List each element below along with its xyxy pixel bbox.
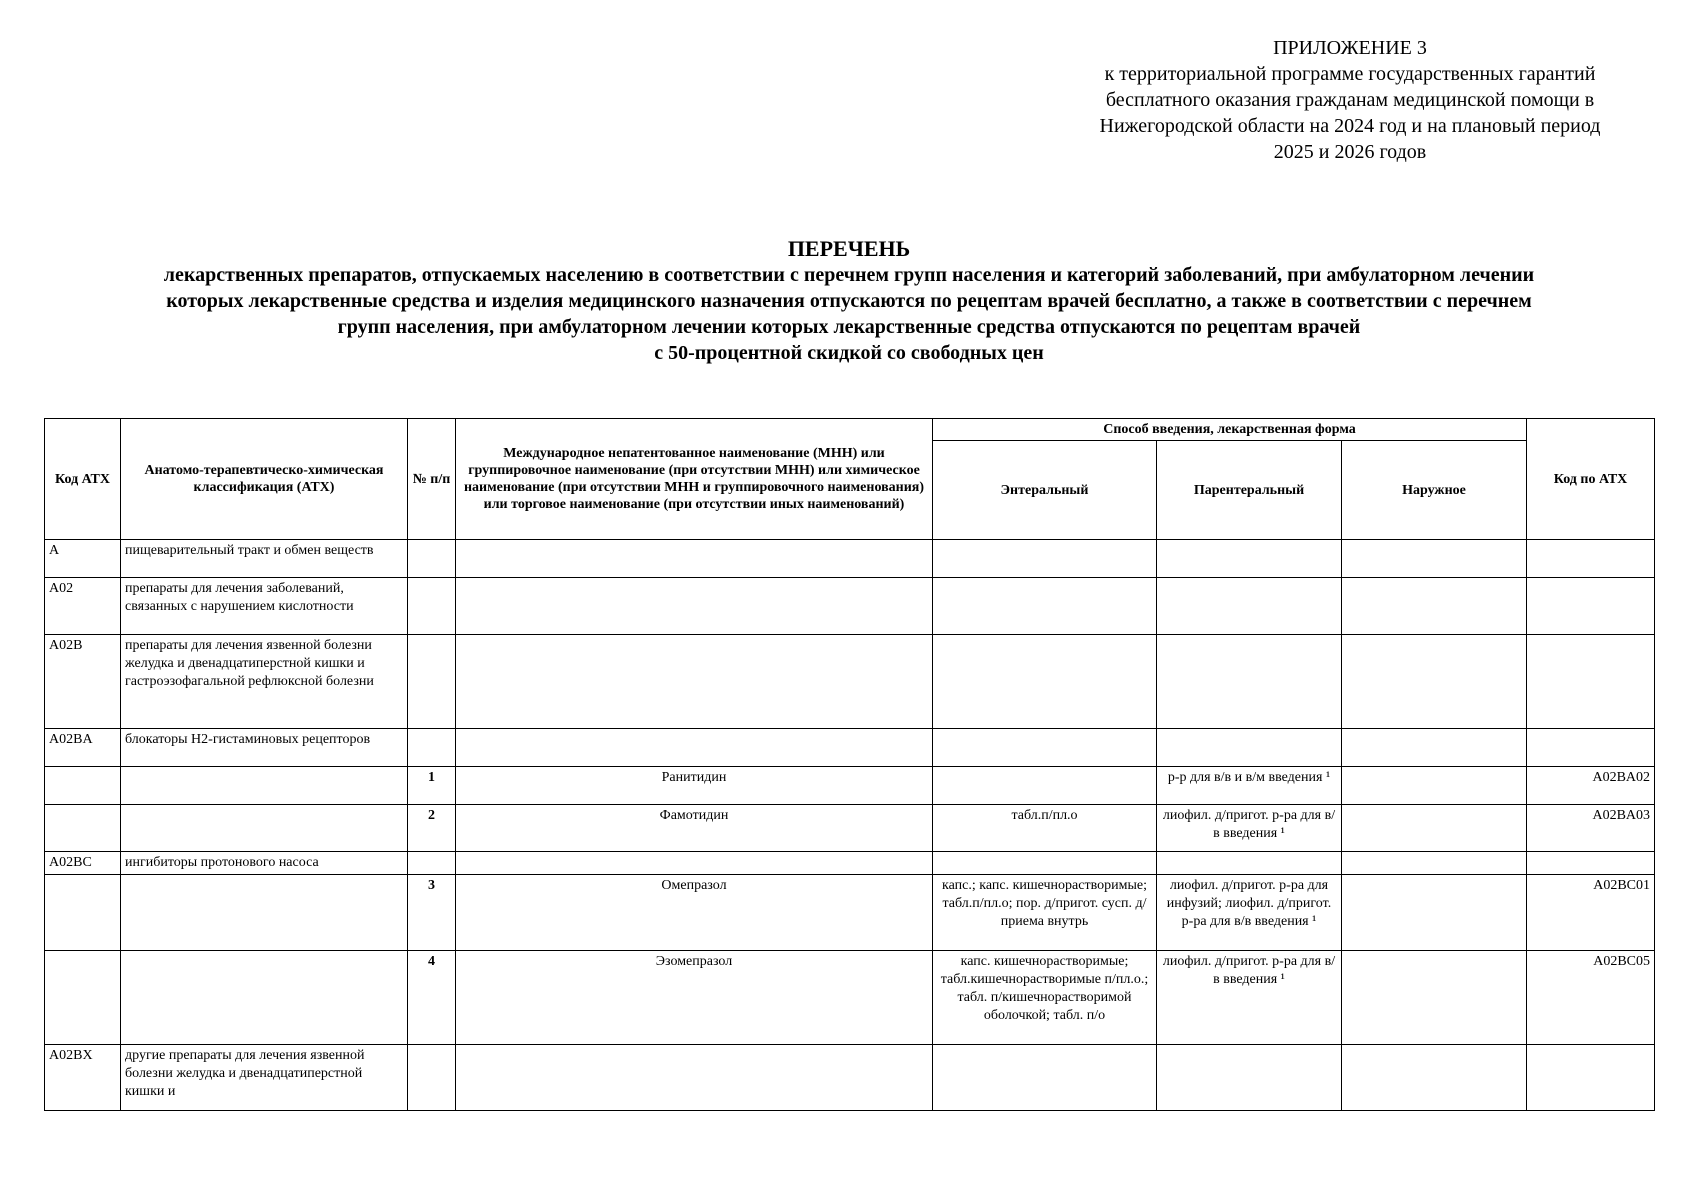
header-code-atx: Код АТХ — [45, 419, 121, 540]
table-row — [45, 635, 1655, 729]
cell-atx — [121, 805, 408, 852]
cell-code — [45, 875, 121, 951]
header-external: Наружное — [1342, 441, 1527, 540]
cell-atx-code: A02BA03 — [1527, 805, 1655, 852]
cell-number — [408, 729, 456, 767]
cell-code — [45, 805, 121, 852]
cell-atx-code — [1527, 540, 1655, 578]
cell-number: 1 — [408, 767, 456, 805]
cell-parenteral — [1157, 852, 1342, 875]
table-row — [45, 729, 1655, 767]
cell-atx — [121, 767, 408, 805]
cell-code: A02 — [45, 578, 121, 635]
header-parenteral: Парентеральный — [1157, 441, 1342, 540]
cell-parenteral: лиофил. д/пригот. р-ра для инфузий; лиофил. д/пригот. р-ра для в/в введения ¹ — [1157, 875, 1342, 951]
cell-atx — [121, 951, 408, 1045]
table-body — [45, 540, 1655, 1111]
cell-atx: препараты для лечения язвенной болезни желудка и двенадцатиперстной кишки и гастроэзофагальной рефлюксной болезни — [121, 635, 408, 729]
cell-code: A02BC — [45, 852, 121, 875]
cell-mnn: Омепразол — [456, 875, 933, 951]
cell-external — [1342, 875, 1527, 951]
cell-code — [45, 951, 121, 1045]
cell-external — [1342, 951, 1527, 1045]
cell-external — [1342, 578, 1527, 635]
cell-number — [408, 578, 456, 635]
cell-enteral: табл.п/пл.о — [933, 805, 1157, 852]
cell-number: 4 — [408, 951, 456, 1045]
cell-external — [1342, 1045, 1527, 1111]
cell-parenteral: р-р для в/в и в/м введения ¹ — [1157, 767, 1342, 805]
document-title-line: с 50-процентной скидкой со свободных цен — [654, 342, 1044, 364]
table-row — [45, 578, 1655, 635]
cell-mnn: Ранитидин — [456, 767, 933, 805]
cell-code: A02BA — [45, 729, 121, 767]
cell-number — [408, 1045, 456, 1111]
cell-enteral — [933, 767, 1157, 805]
table-header — [45, 419, 1655, 540]
cell-number — [408, 540, 456, 578]
cell-code — [45, 767, 121, 805]
cell-parenteral — [1157, 578, 1342, 635]
table-row — [45, 767, 1655, 805]
medicines-table — [44, 418, 1655, 1111]
cell-atx-code — [1527, 1045, 1655, 1111]
cell-atx-code: A02BA02 — [1527, 767, 1655, 805]
table-row — [45, 540, 1655, 578]
document-title-line: которых лекарственные средства и изделия медицинского назначения отпускаются по рецептам врачей бесплатно, а также в соответствии с перечнем — [166, 290, 1532, 312]
cell-mnn: Эзомепразол — [456, 951, 933, 1045]
appendix-line: 2025 и 2026 годов — [1273, 141, 1427, 163]
cell-enteral — [933, 635, 1157, 729]
cell-number — [408, 635, 456, 729]
table-row — [45, 951, 1655, 1045]
header-route-group: Способ введения, лекарственная форма — [933, 419, 1527, 441]
cell-code: A02BX — [45, 1045, 121, 1111]
cell-mnn — [456, 729, 933, 767]
cell-atx: блокаторы H2-гистаминовых рецепторов — [121, 729, 408, 767]
cell-atx-code — [1527, 729, 1655, 767]
cell-enteral — [933, 540, 1157, 578]
header-atx-classification: Анатомо-терапевтическо-химическая классификация (АТХ) — [121, 419, 408, 540]
cell-external — [1342, 729, 1527, 767]
cell-parenteral: лиофил. д/пригот. р-ра для в/в введения ¹ — [1157, 951, 1342, 1045]
cell-code: A — [45, 540, 121, 578]
appendix-line: Нижегородской области на 2024 год и на плановый период — [1099, 115, 1601, 137]
appendix-block — [1040, 35, 1660, 165]
document-title — [44, 236, 1654, 366]
cell-enteral — [933, 852, 1157, 875]
cell-external — [1342, 767, 1527, 805]
header-mnn: Международное непатентованное наименование (МНН) или группировочное наименование (при отсутствии МНН) или химическое наименование (при отсутствии МНН и группировочного наименования) или торговое наименование (при отсутствии иных наименований) — [456, 419, 933, 540]
document-title-main: ПЕРЕЧЕНЬ — [787, 236, 911, 261]
cell-external — [1342, 805, 1527, 852]
cell-mnn: Фамотидин — [456, 805, 933, 852]
cell-parenteral — [1157, 635, 1342, 729]
cell-mnn — [456, 635, 933, 729]
cell-atx: препараты для лечения заболеваний, связанных с нарушением кислотности — [121, 578, 408, 635]
cell-atx-code — [1527, 635, 1655, 729]
cell-atx: ингибиторы протонового насоса — [121, 852, 408, 875]
cell-enteral — [933, 578, 1157, 635]
header-enteral: Энтеральный — [933, 441, 1157, 540]
cell-atx-code — [1527, 578, 1655, 635]
table-row — [45, 875, 1655, 951]
appendix-title: ПРИЛОЖЕНИЕ 3 — [1273, 37, 1427, 59]
cell-enteral: капс.; капс. кишечнорастворимые; табл.п/пл.о; пор. д/пригот. сусп. д/приема внутрь — [933, 875, 1157, 951]
cell-parenteral — [1157, 1045, 1342, 1111]
cell-number: 2 — [408, 805, 456, 852]
cell-external — [1342, 540, 1527, 578]
cell-parenteral — [1157, 729, 1342, 767]
cell-atx-code: A02BC05 — [1527, 951, 1655, 1045]
cell-mnn — [456, 852, 933, 875]
cell-mnn — [456, 578, 933, 635]
cell-mnn — [456, 540, 933, 578]
cell-parenteral: лиофил. д/пригот. р-ра для в/в введения ¹ — [1157, 805, 1342, 852]
cell-enteral — [933, 729, 1157, 767]
cell-enteral — [933, 1045, 1157, 1111]
cell-mnn — [456, 1045, 933, 1111]
cell-code: A02B — [45, 635, 121, 729]
table-row — [45, 1045, 1655, 1111]
document-title-line: групп населения, при амбулаторном лечении которых лекарственные средства отпускаются по рецептам врачей — [337, 316, 1361, 338]
document-title-line: лекарственных препаратов, отпускаемых населению в соответствии с перечнем групп населения и категорий заболеваний, при амбулаторном лечении — [163, 264, 1535, 286]
cell-atx-code — [1527, 852, 1655, 875]
header-atx-code: Код по АТХ — [1527, 419, 1655, 540]
appendix-line: бесплатного оказания гражданам медицинской помощи в — [1105, 89, 1595, 111]
appendix-line: к территориальной программе государственных гарантий — [1104, 63, 1596, 85]
cell-atx — [121, 875, 408, 951]
table-row — [45, 852, 1655, 875]
cell-enteral: капс. кишечнорастворимые; табл.кишечнорастворимые п/пл.о.; табл. п/кишечнорастворимой оболочкой; табл. п/о — [933, 951, 1157, 1045]
cell-number — [408, 852, 456, 875]
cell-external — [1342, 635, 1527, 729]
cell-atx-code: A02BC01 — [1527, 875, 1655, 951]
table-row — [45, 805, 1655, 852]
cell-external — [1342, 852, 1527, 875]
cell-atx: пищеварительный тракт и обмен веществ — [121, 540, 408, 578]
cell-parenteral — [1157, 540, 1342, 578]
cell-atx: другие препараты для лечения язвенной болезни желудка и двенадцатиперстной кишки и — [121, 1045, 408, 1111]
header-number: № п/п — [408, 419, 456, 540]
cell-number: 3 — [408, 875, 456, 951]
